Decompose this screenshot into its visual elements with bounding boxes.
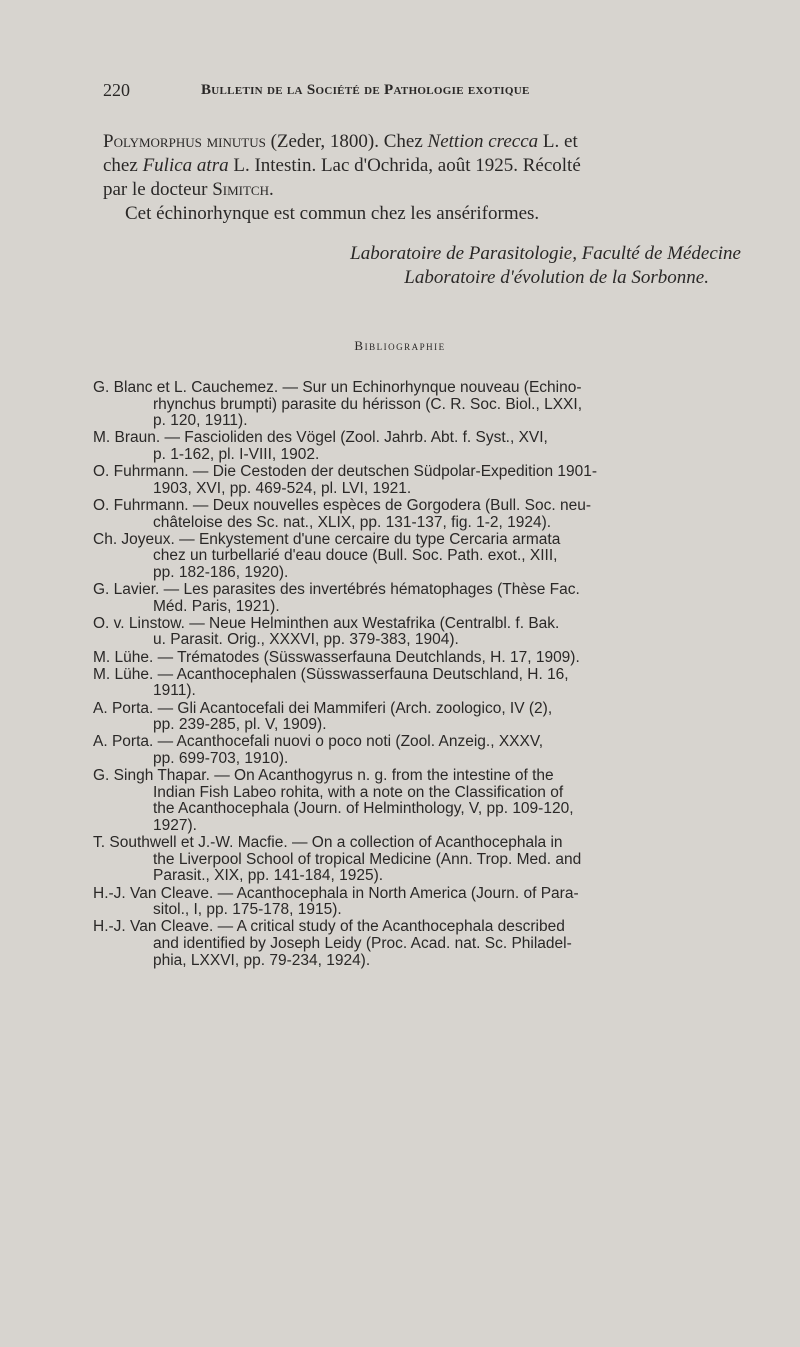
lab-line-2: Laboratoire d'évolution de la Sorbonne. (404, 267, 709, 288)
bibliography-entry-line: A. Porta. — Gli Acantocefali dei Mammiferi (Arch. zoologico, IV (2), (93, 699, 553, 717)
lab-line-1: Laboratoire de Parasitologie, Faculté de Médecine (350, 243, 741, 264)
bibliography-entry (93, 919, 743, 969)
bibliography-entry-line: M. Lühe. — Trématodes (Süsswasserfauna Deutchlands, H. 17, 1909). (93, 648, 580, 666)
bibliography-entry-line: 1903, XVI, pp. 469-524, pl. LVI, 1921. (153, 479, 412, 497)
bibliography-entry (93, 734, 743, 767)
bibliography-entry-line: u. Parasit. Orig., XXXVI, pp. 379-383, 1904). (153, 631, 459, 649)
bibliography-heading: Bibliographie (354, 338, 446, 353)
bibliography-entry (93, 835, 743, 885)
bibliography-entry-line: O. Fuhrmann. — Deux nouvelles espèces de Gorgodera (Bull. Soc. neu- (93, 496, 591, 514)
bibliography-entry-line: H.-J. Van Cleave. — Acanthocephala in North America (Journ. of Para- (93, 884, 579, 902)
bibliography-entry-line: H.-J. Van Cleave. — A critical study of the Acanthocephala described (93, 918, 565, 936)
bibliography-entry-line: Méd. Paris, 1921). (153, 597, 280, 615)
bibliography-entry-line: the Liverpool School of tropical Medicine (Ann. Trop. Med. and (153, 850, 582, 868)
bibliography-entry-line: rhynchus brumpti) parasite du hérisson (C. R. Soc. Biol., LXXI, (153, 395, 583, 413)
bibliography-entry (93, 430, 743, 463)
bibliography-entry-line: pp. 182-186, 1920). (153, 563, 289, 581)
bibliography-entry (93, 701, 743, 734)
bibliography-entry (93, 886, 743, 919)
intro-text: par le docteur (103, 179, 213, 200)
bibliography-entry-line: the Acanthocephala (Journ. of Helminthology, V, pp. 109-120, (153, 800, 574, 818)
intro-text: L. et (538, 131, 578, 152)
intro-line-4: Cet échinorhynque est commun chez les ansériformes. (125, 203, 540, 224)
host-name: Fulica atra (142, 155, 229, 176)
page-number: 220 (103, 80, 130, 100)
bibliography-entry-line: G. Lavier. — Les parasites des invertébrés hématophages (Thèse Fac. (93, 581, 580, 599)
bibliography-entry (93, 582, 743, 615)
running-header (103, 80, 743, 108)
intro-text: (Zeder, 1800). Chez (265, 131, 428, 152)
intro-text: L. Intestin. Lac d'Ochrida, août 1925. Récolté (228, 155, 581, 176)
bibliography-entry-line: Parasit., XIX, pp. 141-184, 1925). (153, 867, 384, 885)
species-name: Polymorphus minutus (103, 131, 266, 152)
laboratory-affiliation (103, 242, 743, 290)
bibliography-entry-line: Ch. Joyeux. — Enkystement d'une cercaire du type Cercaria armata (93, 530, 561, 548)
bibliography-entry-line: châteloise des Sc. nat., XLIX, pp. 131-137, fig. 1-2, 1924). (153, 513, 552, 531)
bibliography-entry-line: and identified by Joseph Leidy (Proc. Acad. nat. Sc. Philadel- (153, 934, 572, 952)
intro-line-2 (103, 154, 743, 178)
bibliography-entry (93, 380, 743, 430)
bibliography-entry-line: A. Porta. — Acanthocefali nuovi o poco noti (Zool. Anzeig., XXXV, (93, 733, 544, 751)
bibliography-entry (93, 616, 743, 649)
intro-line-1 (103, 130, 743, 154)
bibliography-entry (93, 650, 743, 667)
bibliography-entry-line: M. Lühe. — Acanthocephalen (Süsswasserfauna Deutschland, H. 16, (93, 665, 569, 683)
collector-name: Simitch (212, 179, 269, 200)
bibliography-entry-line: T. Southwell et J.-W. Macfie. — On a collection of Acanthocephala in (93, 834, 563, 852)
bibliography-entry-line: phia, LXXVI, pp. 79-234, 1924). (153, 951, 371, 969)
bibliography-entry-line: G. Blanc et L. Cauchemez. — Sur un Echinorhynque nouveau (Echino- (93, 379, 582, 396)
intro-text: chez (103, 155, 143, 176)
bibliography-entry-line: 1927). (153, 816, 197, 834)
journal-title: Bulletin de la Société de Pathologie exotique (201, 82, 530, 98)
intro-line-3 (103, 178, 743, 202)
bibliography-entry-line: p. 1-162, pl. I-VIII, 1902. (153, 445, 320, 463)
bibliography-entry (93, 498, 743, 531)
host-name: Nettion crecca (427, 131, 539, 152)
bibliography-entry-line: O. Fuhrmann. — Die Cestoden der deutschen Südpolar-Expedition 1901- (93, 463, 598, 481)
intro-paragraph (103, 130, 743, 226)
bibliography-entry (93, 667, 743, 700)
bibliography-entry (93, 532, 743, 582)
bibliography-entry-line: p. 120, 1911). (153, 412, 248, 430)
intro-text: . (269, 179, 274, 200)
bibliography-entry (93, 768, 743, 834)
bibliography-list (93, 380, 743, 970)
bibliography-entry-line: pp. 699-703, 1910). (153, 750, 289, 767)
bibliography-entry-line: pp. 239-285, pl. V, 1909). (153, 716, 327, 734)
bibliography-entry-line: chez un turbellarié d'eau douce (Bull. Soc. Path. exot., XIII, (153, 547, 558, 565)
bibliography-entry-line: G. Singh Thapar. — On Acanthogyrus n. g. from the intestine of the (93, 767, 554, 785)
bibliography-entry-line: M. Braun. — Fascioliden des Vögel (Zool. Jahrb. Abt. f. Syst., XVI, (93, 429, 548, 447)
bibliography-entry-line: O. v. Linstow. — Neue Helminthen aux Westafrika (Centralbl. f. Bak. (93, 614, 560, 632)
bibliography-entry-line: Indian Fish Labeo rohita, with a note on the Classification of (153, 783, 564, 801)
bibliography-entry-line: sitol., I, pp. 175-178, 1915). (153, 901, 342, 919)
bibliography-entry (93, 464, 743, 497)
bibliography-entry-line: 1911). (153, 682, 196, 700)
